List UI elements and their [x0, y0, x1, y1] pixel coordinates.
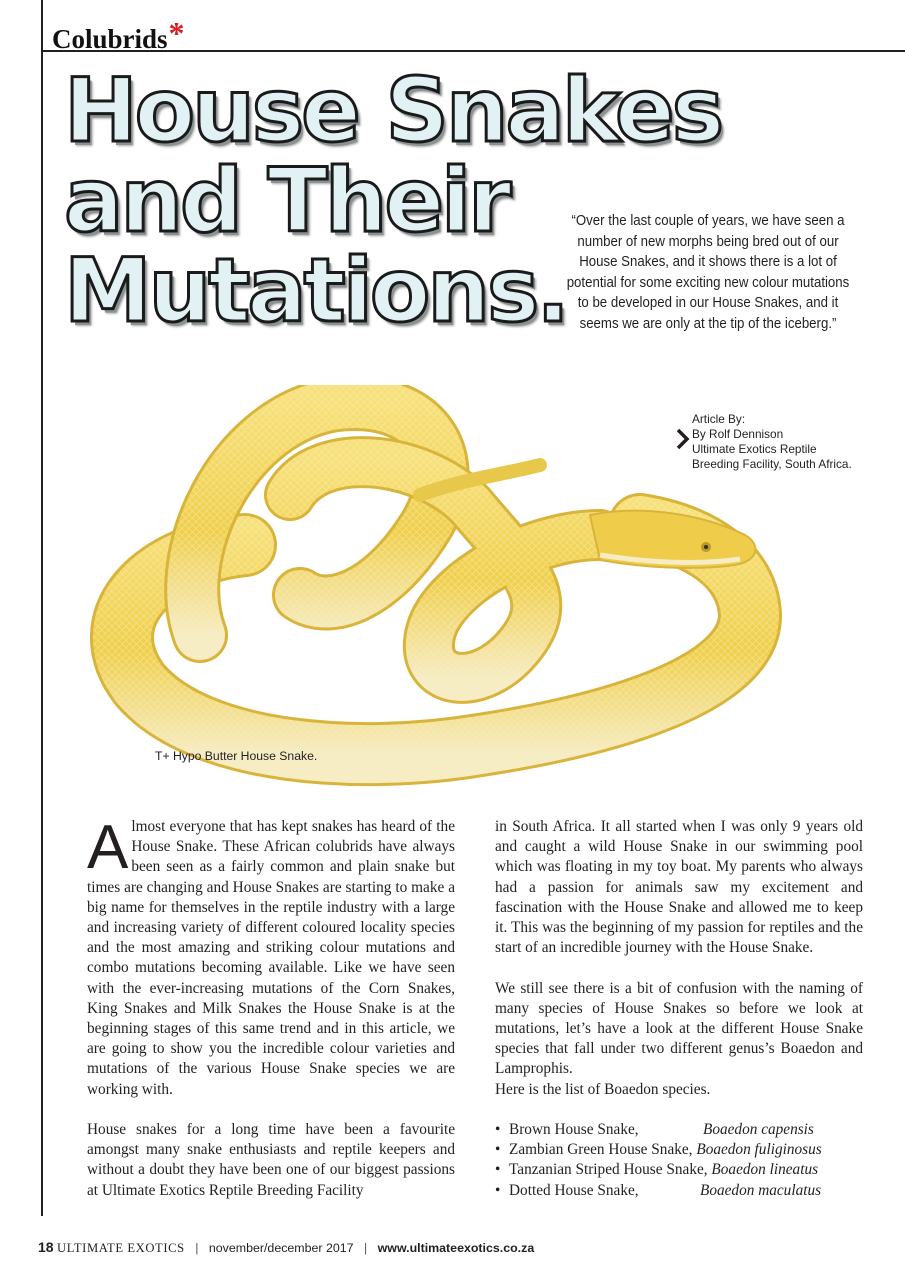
- list-item: [495, 1140, 863, 1160]
- byline-label: Article By:: [692, 412, 746, 426]
- list-item: [495, 1160, 863, 1180]
- section-name: Colubrids: [52, 24, 168, 54]
- species-common-name: Brown House Snake,: [509, 1121, 639, 1139]
- page-footer: [38, 1239, 534, 1256]
- list-item: [495, 1120, 863, 1140]
- byline-org: Ultimate Exotics Reptile: [692, 442, 817, 456]
- title-line-3: Mutations.: [64, 239, 567, 342]
- website-link[interactable]: www.ultimateexotics.co.za: [377, 1241, 535, 1255]
- body-column-right: [495, 817, 863, 1201]
- title-line-1: House Snakes: [64, 59, 722, 162]
- list-intro: Here is the list of Boaedon species.: [495, 1080, 711, 1098]
- species-latin-name: Boaedon maculatus: [700, 1181, 822, 1199]
- paragraph-2: House snakes for a long time have been a favourite amongst many snake enthusiasts and reptile keepers and without a doubt they have been one of our biggest passions at Ultimate Exotics Reptile Breeding Facility: [87, 1121, 455, 1199]
- paragraph-3: in South Africa. It all started when I was only 9 years old and caught a wild House Snake in our swimming pool which was floating in my toy boat. My parents who always had a passion for animals saw my excitement and fascination with the House Snake and allowed me to keep it. This was the beginning of my passion for reptiles and the start of an incredible journey with the House Snake.: [495, 818, 863, 957]
- section-label: [52, 15, 185, 54]
- byline-location: Breeding Facility, South Africa.: [692, 457, 852, 471]
- title-line-2: and Their: [64, 149, 509, 252]
- species-common-name: Zambian Green House Snake,: [509, 1141, 693, 1159]
- intro-text: lmost everyone that has kept snakes has heard of the House Snake. These African colubrids have always been seen as a fairly common and plain snake but times are changing and House Snakes are starting to make a big name for themselves in the reptile industry with a large and increasing variety of different coloured locality species and the most amazing and striking colour mutations and combo mutations becoming available. Like we have seen with the ever-increasing mutations of the Corn Snakes, King Snakes and Milk Snakes the House Snake is at the beginning stages of this same trend and in this article, we are going to show you the incredible colour varieties and mutations of the various House Snake species we are working with.: [87, 818, 455, 1098]
- magazine-name: ULTIMATE EXOTICS: [57, 1241, 185, 1255]
- species-latin-name: Boaedon lineatus: [711, 1161, 819, 1179]
- species-latin-name: Boaedon capensis: [703, 1121, 814, 1139]
- section-asterisk: *: [168, 15, 185, 51]
- body-column-left: [87, 813, 455, 1201]
- byline: [692, 412, 892, 472]
- page-number: 18: [38, 1239, 54, 1255]
- chevron-right-icon: [676, 428, 690, 450]
- intro-paragraph: [87, 813, 455, 1100]
- issue-date: november/december 2017: [208, 1241, 354, 1255]
- footer-separator: |: [364, 1241, 368, 1255]
- species-common-name: Tanzanian Striped House Snake,: [509, 1161, 708, 1179]
- pull-quote: “Over the last couple of years, we have seen a number of new morphs being bred out of our House Snakes, and it shows there is a lot of potential for some exciting new colour mutations to be developed in our House Snakes, and it seems we are only at the tip of the iceberg.”: [566, 213, 850, 332]
- paragraph-4: We still see there is a bit of confusion with the naming of many species of House Snakes so before we look at mutations, let’s have a look at the different House Snake species that fall under two different genus’s Boaedon and Lamprophis.: [495, 979, 863, 1078]
- species-list: [495, 1120, 863, 1201]
- species-common-name: Dotted House Snake,: [509, 1181, 639, 1199]
- byline-author: By Rolf Dennison: [692, 427, 784, 441]
- list-item: [495, 1181, 863, 1201]
- photo-caption: T+ Hypo Butter House Snake.: [155, 749, 318, 763]
- footer-separator: |: [195, 1241, 199, 1255]
- species-latin-name: Boaedon fuliginosus: [696, 1141, 822, 1159]
- snake-head: [590, 511, 755, 568]
- drop-cap: A: [87, 813, 129, 882]
